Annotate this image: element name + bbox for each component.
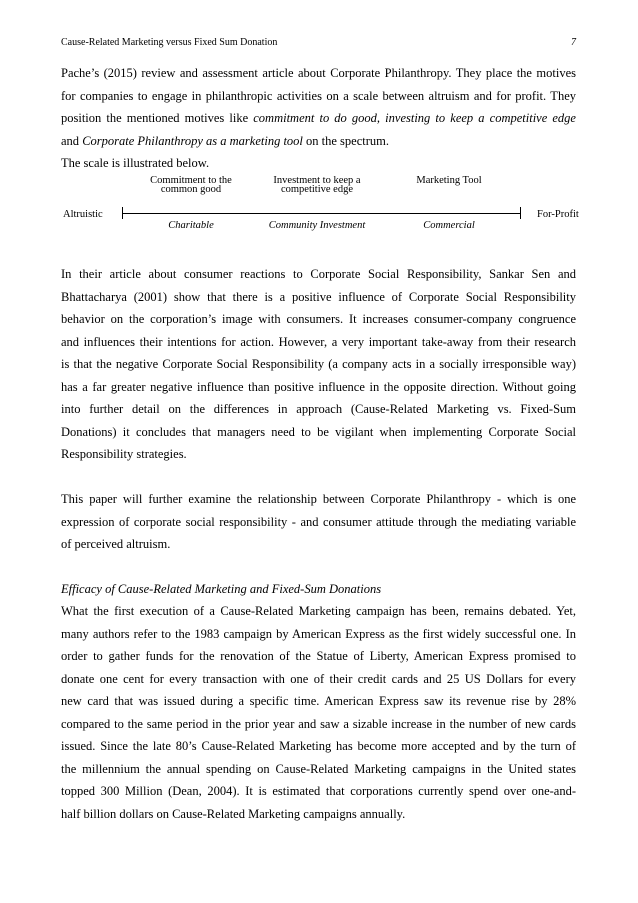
text-line: into further detail on the differences in approach (Cause-Related Marketing vs. Fixed-Sum xyxy=(61,402,576,416)
text-line: of perceived altruism. xyxy=(61,537,171,551)
paragraph-amex-history xyxy=(61,600,576,825)
text-line: Donations) it concludes that managers need to be vigilant when implementing Corporate Social xyxy=(61,424,576,439)
paragraph-paper-scope xyxy=(61,488,576,556)
text-line: Pache’s (2015) review and assessment article about Corporate Philanthropy. They place the motives xyxy=(61,66,576,80)
text-line: is that the negative Corporate Social Responsibility (a company acts in a socially irresponsible way) xyxy=(61,357,576,371)
text-line: for companies to engage in philanthropic activities on a scale between altruism and for profit. They xyxy=(61,88,576,103)
paragraph-sen-bhattacharya xyxy=(61,263,576,466)
motive-scale-diagram xyxy=(61,175,581,240)
scale-left-end-label: Altruistic xyxy=(63,209,103,220)
scale-tick-left xyxy=(122,207,123,219)
text-line: In their article about consumer reactions to Corporate Social Responsibility, Sankar Sen and xyxy=(61,267,576,281)
text-line: and influences their intentions for action. However, a very important take-away from their research xyxy=(61,334,576,349)
scale-top-label-commitment: Commitment to the common good xyxy=(150,175,232,195)
text-line: the millennium the annual spending on Cause-Related Marketing campaigns in the United states xyxy=(61,761,576,776)
text-line: Bhattacharya (2001) show that there is a positive influence of Corporate Social Responsibility xyxy=(61,289,576,304)
scale-right-end-label: For-Profit xyxy=(537,209,579,220)
text-line: and Corporate Philanthropy as a marketing tool on the spectrum. xyxy=(61,133,389,148)
text-line: topped 300 Million (Dean, 2004). It is estimated that corporations currently spend over one-and- xyxy=(61,784,576,798)
text-line: expression of corporate social responsibility - and consumer attitude through the mediating variable xyxy=(61,514,576,529)
running-header xyxy=(61,37,576,48)
page-number: 7 xyxy=(571,37,576,48)
text-line: position the mentioned motives like commitment to do good, investing to keep a competitive edge xyxy=(61,111,576,125)
text-line: has a far greater negative influence than positive influence in the opposite direction. Without going xyxy=(61,379,576,394)
scale-bottom-label-commercial: Commercial xyxy=(423,220,475,231)
scale-tick-right xyxy=(520,207,521,219)
text-line: issued. Since the late 80’s Cause-Related Marketing has become more accepted and by the turn of xyxy=(61,739,576,753)
text-line: Responsibility strategies. xyxy=(61,447,187,461)
text-line: half billion dollars on Cause-Related Marketing campaigns annually. xyxy=(61,806,406,821)
running-title: Cause-Related Marketing versus Fixed Sum Donation xyxy=(61,37,278,48)
scale-axis-line xyxy=(122,213,520,214)
text-line: many authors refer to the 1983 campaign by American Express as the first widely successful one. In xyxy=(61,626,576,641)
text-line: new card that was issued during a specific time. American Express saw its revenue rise by 28% xyxy=(61,694,576,708)
section-heading: Efficacy of Cause-Related Marketing and Fixed-Sum Donations xyxy=(61,582,382,596)
text-line: compared to the same period in the prior year and saw a sizable increase in the number of new cards xyxy=(61,716,576,731)
text-line: The scale is illustrated below. xyxy=(61,156,210,170)
text-line: behavior on the corporation’s image with consumers. It increases consumer-company congruence xyxy=(61,312,576,326)
text-line: order to gather funds for the renovation of the Statue of Liberty, American Express promised to xyxy=(61,649,576,663)
text-line: This paper will further examine the relationship between Corporate Philanthropy - which is one xyxy=(61,492,576,506)
scale-top-label-investment: Investment to keep a competitive edge xyxy=(273,175,361,195)
scale-top-label-marketing: Marketing Tool xyxy=(416,175,482,186)
paragraph-intro xyxy=(61,62,576,175)
text-line: donate one cent for every transaction with one of their credit cards and 25 US Dollars for every xyxy=(61,671,576,686)
scale-bottom-label-community: Community Investment xyxy=(268,220,366,231)
text-line: What the first execution of a Cause-Related Marketing campaign has been, remains debated. Yet, xyxy=(61,604,576,618)
scale-bottom-label-charitable: Charitable xyxy=(168,220,214,231)
